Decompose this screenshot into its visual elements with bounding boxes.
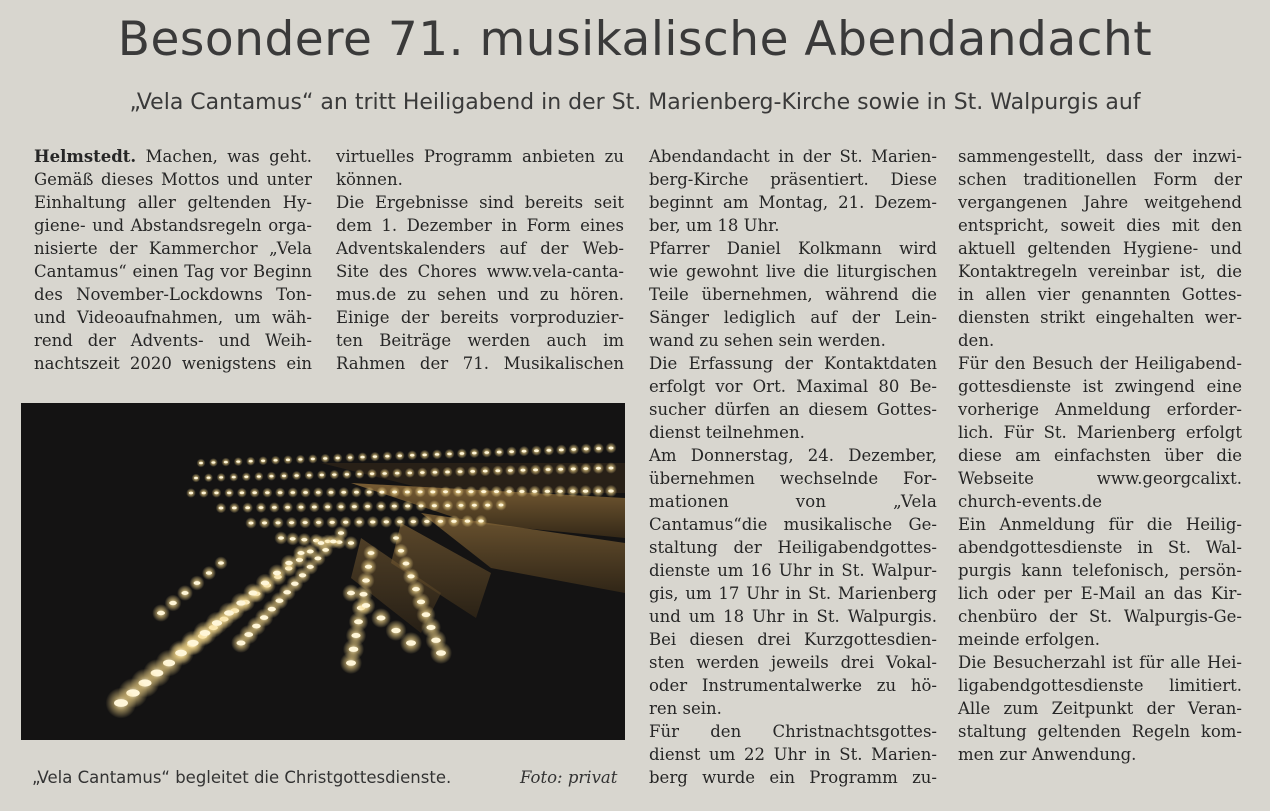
text-line: sten werden jeweils drei Vokal- bbox=[649, 653, 937, 672]
text-line: Ein Anmeldung für die Heilig- bbox=[958, 515, 1242, 534]
text-line: staltung geltenden Regeln kom- bbox=[958, 722, 1242, 741]
text-line: meinde erfolgen. bbox=[958, 630, 1101, 649]
text-line: den. bbox=[958, 331, 995, 350]
article-column-2 bbox=[336, 145, 624, 375]
text-line: Bei diesen drei Kurzgottesdien- bbox=[649, 630, 937, 649]
dateline: Helmstedt. bbox=[34, 147, 137, 166]
text-line: Einige der bereits vorproduzier- bbox=[336, 308, 624, 327]
text-line: abendgottesdienste in St. Wal- bbox=[958, 538, 1242, 557]
candle-steps-illustration bbox=[21, 403, 625, 740]
text-line: in allen vier genannten Gottes- bbox=[958, 285, 1242, 304]
text-line: vorherige Anmeldung erforder- bbox=[958, 400, 1242, 419]
text-line: diensten strikt eingehalten wer- bbox=[958, 308, 1242, 327]
article-column-1 bbox=[34, 145, 312, 375]
text-line: sammengestellt, dass der inzwi- bbox=[958, 147, 1242, 166]
text-line: chenbüro der St. Walpurgis-Ge- bbox=[958, 607, 1242, 626]
text-line: Die Erfassung der Kontaktdaten bbox=[649, 354, 937, 373]
text-line: Adventskalenders auf der Web- bbox=[336, 239, 624, 258]
text-line: entspricht, soweit dies mit den bbox=[958, 216, 1242, 235]
text-line: des November-Lockdowns Ton- bbox=[34, 285, 312, 304]
text-line: virtuelles Programm anbieten zu bbox=[336, 147, 624, 166]
text-line: Alle zum Zeitpunkt der Veran- bbox=[958, 699, 1242, 718]
text-line: men zur Anwendung. bbox=[958, 745, 1137, 764]
text-line: rend der Advents- und Weih- bbox=[34, 331, 312, 350]
text-line: Kontaktregeln vereinbar ist, die bbox=[958, 262, 1242, 281]
text-line: Für den Besuch der Heiligabend- bbox=[958, 354, 1242, 373]
text-line: Pfarrer Daniel Kolkmann wird bbox=[649, 239, 937, 258]
text-line: nachtszeit 2020 wenigstens ein bbox=[34, 354, 312, 373]
text-line: Webseite www.georgcalixt. bbox=[958, 469, 1242, 488]
text-line: sucher dürfen an diesem Gottes- bbox=[649, 400, 937, 419]
text-line: gottesdienste ist zwingend eine bbox=[958, 377, 1242, 396]
text-line: Cantamus“ einen Tag vor Beginn bbox=[34, 262, 312, 281]
choir-candles-photo bbox=[21, 403, 625, 740]
headline: Besondere 71. musikalische Abendandacht bbox=[117, 12, 1153, 67]
text-line: Abendandacht in der St. Marien- bbox=[649, 147, 937, 166]
text-line: oder Instrumentalwerke zu hö- bbox=[649, 676, 937, 695]
text-line: und um 18 Uhr in St. Walpurgis. bbox=[649, 607, 937, 626]
text-line: mationen von „Vela bbox=[649, 492, 937, 511]
text-line: purgis kann telefonisch, persön- bbox=[958, 561, 1242, 580]
text-line: vergangenen Jahre weitgehend bbox=[958, 193, 1242, 212]
text-line: diese am einfachsten über die bbox=[958, 446, 1242, 465]
text-line: Die Ergebnisse sind bereits seit bbox=[336, 193, 624, 212]
text-line: dienste um 16 Uhr in St. Walpur- bbox=[649, 561, 937, 580]
text-line: schen traditionellen Form der bbox=[958, 170, 1242, 189]
text-line: Die Besucherzahl ist für alle Hei- bbox=[958, 653, 1242, 672]
subheadline: „Vela Cantamus“ an tritt Heiligabend in der St. Marienberg-Kirche sowie in St. Walpurgis auf bbox=[129, 90, 1141, 115]
text-line: können. bbox=[336, 170, 403, 189]
text-line: Gemäß dieses Mottos und unter bbox=[34, 170, 312, 189]
text-line: Teile übernehmen, während die bbox=[649, 285, 937, 304]
text-line: Einhaltung aller geltenden Hy- bbox=[34, 193, 312, 212]
text-line: gis, um 17 Uhr in St. Marienberg bbox=[649, 584, 937, 603]
text-line: nisierte der Kammerchor „Vela bbox=[34, 239, 312, 258]
text-line: dienst um 22 Uhr in St. Marien- bbox=[649, 745, 937, 764]
photo-credit: Foto: privat bbox=[520, 768, 618, 787]
text-line: church-events.de bbox=[958, 492, 1102, 511]
text-line: übernehmen wechselnde For- bbox=[649, 469, 937, 488]
text-line: ber, um 18 Uhr. bbox=[649, 216, 780, 235]
text-line: dienst teilnehmen. bbox=[649, 423, 805, 442]
text-line: mus.de zu sehen und zu hören. bbox=[336, 285, 624, 304]
article-column-3 bbox=[649, 145, 937, 789]
text-line: Rahmen der 71. Musikalischen bbox=[336, 354, 624, 373]
text-line: lich oder per E-Mail an das Kir- bbox=[958, 584, 1242, 603]
text-line: beginnt am Montag, 21. Dezem- bbox=[649, 193, 937, 212]
text-line: Sänger lediglich auf der Lein- bbox=[649, 308, 937, 327]
text-line: dem 1. Dezember in Form eines bbox=[336, 216, 624, 235]
text-line: und Videoaufnahmen, um wäh- bbox=[34, 308, 312, 327]
text-line: staltung der Heiligabendgottes- bbox=[649, 538, 937, 557]
text-line: wand zu sehen sein werden. bbox=[649, 331, 886, 350]
text-line: erfolgt vor Ort. Maximal 80 Be- bbox=[649, 377, 937, 396]
text-line: lich. Für St. Marienberg erfolgt bbox=[958, 423, 1242, 442]
article-column-4 bbox=[958, 145, 1242, 766]
photo-caption: „Vela Cantamus“ begleitet die Christgottesdienste. bbox=[32, 768, 452, 787]
text-line: berg wurde ein Programm zu- bbox=[649, 768, 937, 787]
text-line: Cantamus“die musikalische Ge- bbox=[649, 515, 937, 534]
text-line: ren sein. bbox=[649, 699, 722, 718]
text-line: Für den Christnachtsgottes- bbox=[649, 722, 937, 741]
text-line: berg-Kirche präsentiert. Diese bbox=[649, 170, 937, 189]
text-line: Am Donnerstag, 24. Dezember, bbox=[649, 446, 937, 465]
text-line: Helmstedt. Machen, was geht. bbox=[34, 147, 312, 166]
text-line: Site des Chores www.vela-canta- bbox=[336, 262, 624, 281]
text-line: wie gewohnt live die liturgischen bbox=[649, 262, 937, 281]
text-line: ligabendgottesdienste limitiert. bbox=[958, 676, 1242, 695]
text-line: ten Beiträge werden auch im bbox=[336, 331, 624, 350]
text-line: giene- und Abstandsregeln orga- bbox=[34, 216, 312, 235]
text-line: aktuell geltenden Hygiene- und bbox=[958, 239, 1242, 258]
